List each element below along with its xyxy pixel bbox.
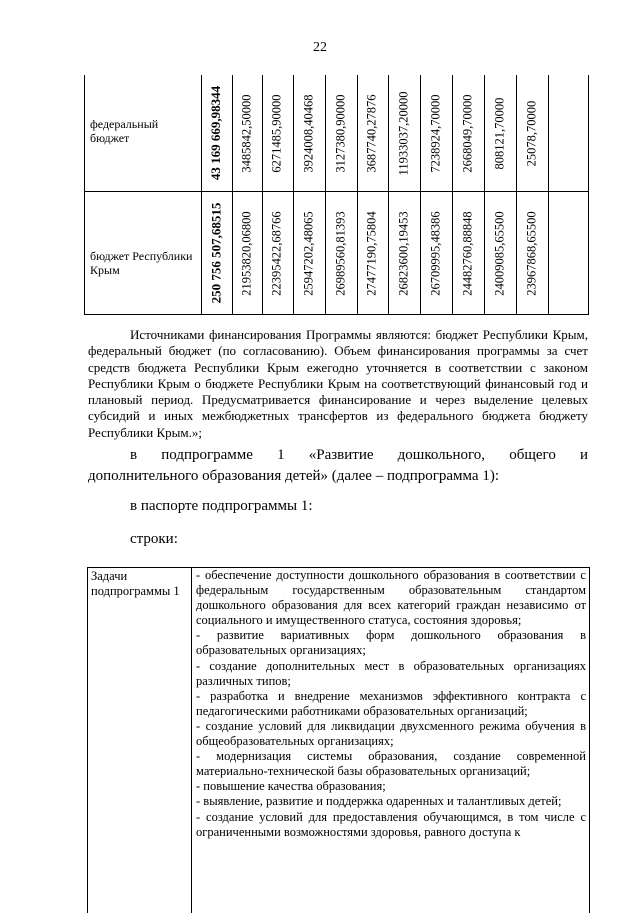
budget-year-value: 24009085,65500 — [492, 210, 507, 296]
budget-year-cell — [423, 75, 449, 191]
budget-year-cell — [519, 75, 545, 191]
budget-year-cell — [487, 75, 513, 191]
budget-year-value: 3687740,27876 — [365, 93, 379, 173]
budget-year-cell — [265, 75, 291, 191]
tasks-label: Задачи подпрограммы 1 — [88, 568, 192, 913]
budget-year-cell — [234, 191, 260, 315]
budget-total-cell — [204, 191, 230, 315]
intro-paragraph — [88, 327, 588, 441]
rows-line: строки: — [130, 531, 178, 547]
budget-year-cell — [296, 191, 322, 315]
budget-year-cell — [455, 191, 481, 315]
budget-year-value: 2668049,70000 — [460, 93, 475, 173]
table-rule — [516, 75, 517, 315]
subprogram-item-line-2: дополнительного образования детей» (далее – подпрограмма 1): — [88, 468, 499, 484]
budget-year-cell — [391, 75, 417, 191]
subprogram-item — [88, 445, 588, 487]
intro-text: Источниками финансирования Программы являются: бюджет Республики Крым, федеральный бюджет (по согласованию). Объем финансирования программы за счет средств бюджета Республики Крым ежегодно уточняется в соответствии с законом Республики Крым о бюджете Республики Крым на соответствующий финансовый год и плановый период. Предусматривается финансирование и через выделение целевых субсидий и иных межбюджетных трансфертов из федерального бюджета бюджету Республики Крым.»; — [88, 327, 588, 440]
task-item: - развитие вариативных форм дошкольного образования в образовательных организациях; — [196, 628, 586, 658]
budget-year-value: 24482760,88848 — [460, 210, 475, 296]
budget-total-cell — [204, 75, 230, 191]
table-rule — [548, 75, 549, 315]
table-rule — [484, 75, 485, 315]
table-rule — [201, 75, 202, 315]
budget-year-cell — [423, 191, 449, 315]
table-rule — [388, 75, 389, 315]
budget-year-value: 26823600,19453 — [396, 210, 411, 296]
budget-year-value: 27477190,75804 — [365, 210, 379, 296]
budget-year-value: 3485842,50000 — [239, 93, 254, 173]
table-rule — [420, 75, 421, 315]
table-rule — [588, 75, 589, 315]
tasks-table — [87, 567, 590, 913]
table-rule — [84, 75, 85, 315]
table-rule — [262, 75, 263, 315]
table-rule — [232, 75, 233, 315]
table-rule — [452, 75, 453, 315]
budget-year-value: 25078,70000 — [524, 100, 539, 166]
budget-year-cell — [328, 191, 354, 315]
task-item: - создание условий для предоставления обучающимся, в том числе с ограниченными возможностями здоровья, равного доступа к — [196, 809, 586, 839]
table-rule — [325, 75, 326, 315]
subprogram-item-line-1: в подпрограмме 1 «Развитие дошкольного, общего и — [130, 447, 588, 463]
task-item: - разработка и внедрение механизмов эффективного контракта с педагогическими работниками образовательных организаций; — [196, 688, 586, 718]
budget-year-cell — [360, 191, 386, 315]
budget-year-cell — [455, 75, 481, 191]
budget-year-value: 3924008,40468 — [301, 93, 316, 173]
budget-year-value: 3127380,90000 — [333, 93, 348, 173]
budget-year-value: 7238924,70000 — [428, 93, 443, 173]
budget-year-cell — [328, 75, 354, 191]
page-number: 22 — [313, 40, 327, 55]
table-rule — [293, 75, 294, 315]
passport-line: в паспорте подпрограммы 1: — [130, 498, 313, 514]
task-item: - создание условий для ликвидации двухсменного режима обучения в общеобразовательных организациях; — [196, 718, 586, 749]
budget-row-label: федеральный бюджет — [90, 117, 159, 145]
task-item: - создание дополнительных мест в образовательных организациях различных типов; — [196, 658, 586, 688]
task-item: - модернизация системы образования, создание современной материально-технической базы образовательных организаций; — [196, 749, 586, 779]
tasks-list — [193, 568, 589, 840]
budget-row-label: бюджет Республики Крым — [90, 249, 193, 277]
budget-year-value: 26709995,48386 — [428, 210, 443, 296]
budget-year-cell — [234, 75, 260, 191]
budget-year-cell — [360, 75, 386, 191]
budget-year-value: 808121,70000 — [492, 97, 507, 169]
task-item: - выявление, развитие и поддержка одаренных и талантливых детей; — [196, 794, 562, 809]
budget-total-value: 250 756 507,68515 — [208, 202, 224, 304]
table-rule — [357, 75, 358, 315]
budget-year-cell — [296, 75, 322, 191]
budget-year-value: 23967868,65500 — [524, 210, 539, 296]
budget-year-value: 21953820,06800 — [239, 210, 254, 296]
budget-year-cell — [487, 191, 513, 315]
budget-year-value: 25947202,48065 — [301, 210, 316, 296]
budget-year-value: 11933037,20000 — [396, 91, 411, 175]
budget-table — [84, 75, 589, 315]
task-item: - повышение качества образования; — [196, 779, 386, 794]
budget-total-value: 43 169 669,98344 — [208, 85, 224, 181]
budget-year-cell — [519, 191, 545, 315]
task-item: - обеспечение доступности дошкольного образования в соответствии с федеральным государственным образовательным стандартом дошкольного образования для всех категорий граждан независимо от социального и имущественного статуса, состояния здоровья; — [196, 568, 586, 628]
budget-year-cell — [265, 191, 291, 315]
budget-year-value: 22395422,68766 — [270, 210, 284, 296]
budget-year-value: 6271485,90000 — [270, 93, 284, 173]
budget-year-value: 26989560,81393 — [333, 210, 348, 296]
budget-year-cell — [391, 191, 417, 315]
